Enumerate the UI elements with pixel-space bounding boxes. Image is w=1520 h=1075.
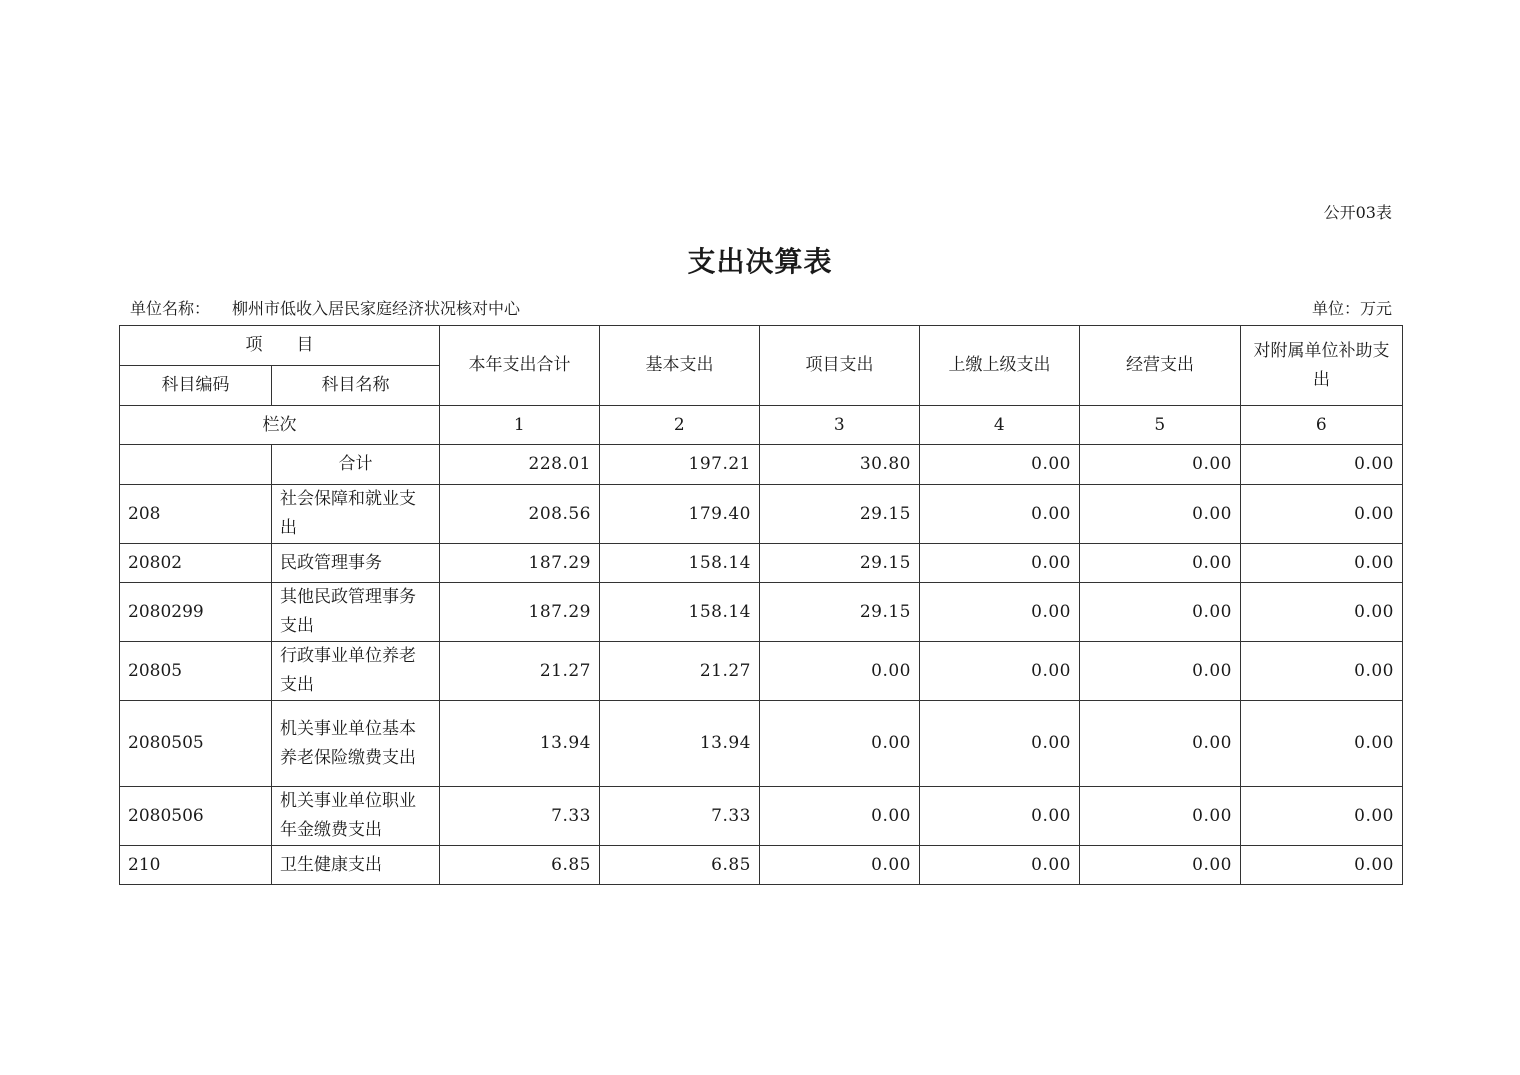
row-name: 社会保障和就业支出	[272, 485, 440, 544]
row-name: 行政事业单位养老支出	[272, 642, 440, 701]
row-code	[120, 445, 272, 485]
row-basic: 158.14	[600, 583, 760, 642]
row-code: 2080506	[120, 787, 272, 846]
page-title: 支出决算表	[687, 245, 833, 278]
table-row	[120, 445, 1403, 485]
row-project: 0.00	[760, 642, 920, 701]
row-subsidy: 0.00	[1241, 544, 1403, 583]
row-total: 208.56	[440, 485, 600, 544]
row-subsidy: 0.00	[1241, 583, 1403, 642]
table-row	[120, 787, 1403, 846]
row-remit: 0.00	[920, 583, 1080, 642]
row-remit: 0.00	[920, 445, 1080, 485]
index-4: 4	[920, 406, 1080, 445]
row-business: 0.00	[1080, 485, 1241, 544]
form-number: 公开03表	[1323, 203, 1392, 222]
row-remit: 0.00	[920, 701, 1080, 787]
row-business: 0.00	[1080, 642, 1241, 701]
row-business: 0.00	[1080, 544, 1241, 583]
row-business: 0.00	[1080, 787, 1241, 846]
row-basic: 158.14	[600, 544, 760, 583]
row-name: 卫生健康支出	[272, 846, 440, 885]
row-project: 0.00	[760, 787, 920, 846]
unit-name-label: 单位名称：	[130, 299, 211, 318]
row-basic: 7.33	[600, 787, 760, 846]
row-code: 20802	[120, 544, 272, 583]
table-row	[120, 583, 1403, 642]
header-subsidy-affiliated: 对附属单位补助支出	[1241, 326, 1403, 406]
index-2: 2	[600, 406, 760, 445]
row-business: 0.00	[1080, 701, 1241, 787]
row-business: 0.00	[1080, 583, 1241, 642]
row-subsidy: 0.00	[1241, 787, 1403, 846]
row-total: 21.27	[440, 642, 600, 701]
table-row	[120, 701, 1403, 787]
index-5: 5	[1080, 406, 1241, 445]
row-code: 2080299	[120, 583, 272, 642]
table-row	[120, 485, 1403, 544]
header-subject-name: 科目名称	[272, 366, 440, 406]
unit-name-line	[130, 296, 520, 319]
row-remit: 0.00	[920, 485, 1080, 544]
index-6: 6	[1241, 406, 1403, 445]
row-subsidy: 0.00	[1241, 445, 1403, 485]
row-name: 其他民政管理事务支出	[272, 583, 440, 642]
row-name: 民政管理事务	[272, 544, 440, 583]
header-total-expenditure: 本年支出合计	[440, 326, 600, 406]
header-row-index: 栏次	[120, 406, 440, 445]
row-project: 0.00	[760, 846, 920, 885]
unit-name-value: 柳州市低收入居民家庭经济状况核对中心	[232, 299, 521, 318]
row-subsidy: 0.00	[1241, 485, 1403, 544]
header-basic-expenditure: 基本支出	[600, 326, 760, 406]
row-project: 0.00	[760, 701, 920, 787]
row-subsidy: 0.00	[1241, 701, 1403, 787]
row-remit: 0.00	[920, 846, 1080, 885]
row-subsidy: 0.00	[1241, 642, 1403, 701]
row-basic: 6.85	[600, 846, 760, 885]
row-code: 20805	[120, 642, 272, 701]
row-code: 2080505	[120, 701, 272, 787]
row-name: 机关事业单位基本养老保险缴费支出	[272, 701, 440, 787]
row-basic: 21.27	[600, 642, 760, 701]
row-project: 29.15	[760, 583, 920, 642]
row-total: 187.29	[440, 583, 600, 642]
header-project: 项 目	[120, 326, 440, 366]
index-3: 3	[760, 406, 920, 445]
row-total: 6.85	[440, 846, 600, 885]
row-project: 30.80	[760, 445, 920, 485]
row-basic: 197.21	[600, 445, 760, 485]
row-remit: 0.00	[920, 787, 1080, 846]
row-project: 29.15	[760, 544, 920, 583]
table-row	[120, 846, 1403, 885]
expenditure-table	[119, 325, 1403, 885]
header-remit-superior: 上缴上级支出	[920, 326, 1080, 406]
row-basic: 13.94	[600, 701, 760, 787]
row-subsidy: 0.00	[1241, 846, 1403, 885]
row-total: 13.94	[440, 701, 600, 787]
row-remit: 0.00	[920, 544, 1080, 583]
table-row	[120, 642, 1403, 701]
row-name: 合计	[272, 445, 440, 485]
index-1: 1	[440, 406, 600, 445]
currency-unit: 单位：万元	[1311, 299, 1392, 318]
row-name: 机关事业单位职业年金缴费支出	[272, 787, 440, 846]
row-total: 7.33	[440, 787, 600, 846]
row-total: 228.01	[440, 445, 600, 485]
header-subject-code: 科目编码	[120, 366, 272, 406]
row-project: 29.15	[760, 485, 920, 544]
row-basic: 179.40	[600, 485, 760, 544]
row-remit: 0.00	[920, 642, 1080, 701]
row-business: 0.00	[1080, 846, 1241, 885]
row-code: 210	[120, 846, 272, 885]
header-project-expenditure: 项目支出	[760, 326, 920, 406]
table-row	[120, 544, 1403, 583]
row-total: 187.29	[440, 544, 600, 583]
row-business: 0.00	[1080, 445, 1241, 485]
row-code: 208	[120, 485, 272, 544]
header-business-expenditure: 经营支出	[1080, 326, 1241, 406]
